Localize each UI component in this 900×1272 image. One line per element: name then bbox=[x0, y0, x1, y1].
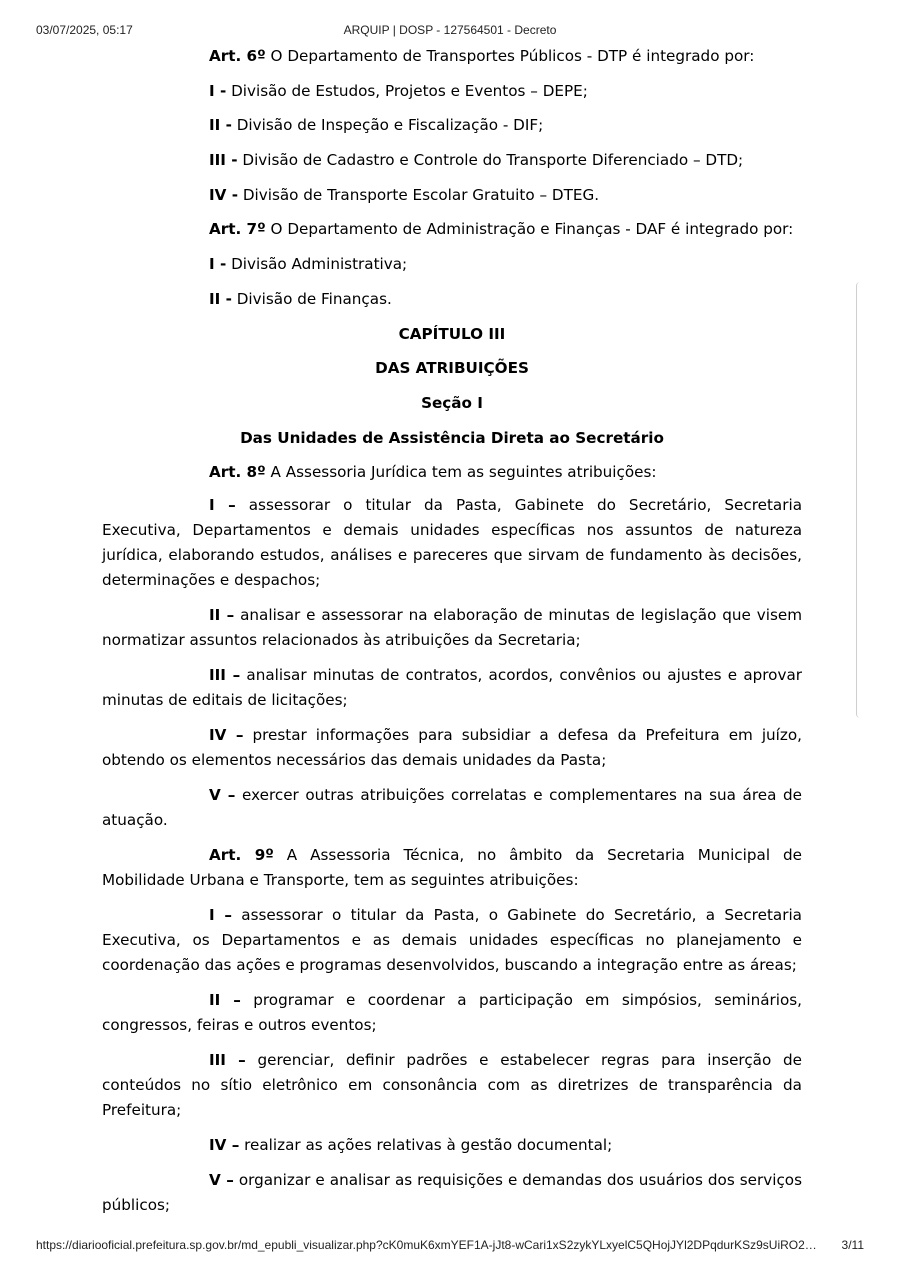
art8-item-2: II – analisar e assessorar na elaboração de minutas de legislação que visem normatizar assuntos relacionados às atribuições da Secretaria; bbox=[102, 605, 802, 649]
scroll-indicator bbox=[856, 282, 860, 718]
print-title: ARQUIP | DOSP - 127564501 - Decreto bbox=[343, 23, 557, 37]
source-url: https://diariooficial.prefeitura.sp.gov.br/md_epubli_visualizar.php?cK0muK6xmYEF1A-jJt8-wCari1xS2zykYLxyelC5QHojJYl2DPqdurKSz9sUiRO2… bbox=[36, 1238, 817, 1252]
art6-item-3: III - Divisão de Cadastro e Controle do Transporte Diferenciado – DTD; bbox=[209, 151, 744, 170]
art9-item-4: IV – realizar as ações relativas à gestão documental; bbox=[209, 1135, 613, 1154]
art7-item-1: I - Divisão Administrativa; bbox=[209, 255, 408, 274]
print-datetime: 03/07/2025, 05:17 bbox=[36, 23, 133, 37]
art8-item-4: IV – prestar informações para subsidiar a defesa da Prefeitura em juízo, obtendo os elementos necessários das demais unidades da Pasta; bbox=[102, 725, 802, 769]
art9-heading: Art. 9º A Assessoria Técnica, no âmbito da Secretaria Municipal de Mobilidade Urbana e Transporte, tem as seguintes atribuições: bbox=[102, 845, 802, 889]
chapter-heading: CAPÍTULO III bbox=[398, 324, 506, 343]
art8-item-5: V – exercer outras atribuições correlatas e complementares na sua área de atuação. bbox=[102, 785, 802, 829]
art8-heading: Art. 8º A Assessoria Jurídica tem as seguintes atribuições: bbox=[209, 463, 657, 482]
art6-item-1: I - Divisão de Estudos, Projetos e Eventos – DEPE; bbox=[209, 81, 588, 100]
document-body bbox=[102, 42, 802, 1228]
art8-item-1: I – assessorar o titular da Pasta, Gabinete do Secretário, Secretaria Executiva, Departamentos e demais unidades específicas nos assuntos de natureza jurídica, elaborando estudos, análises e pareceres que sirvam de fundamento às decisões, determinações e despachos; bbox=[102, 495, 802, 589]
section-heading: Seção I bbox=[421, 393, 483, 412]
art6-item-2: II - Divisão de Inspeção e Fiscalização - DIF; bbox=[209, 116, 544, 135]
art9-item-2: II – programar e coordenar a participação em simpósios, seminários, congressos, feiras e outros eventos; bbox=[102, 990, 803, 1034]
section-title: Das Unidades de Assistência Direta ao Secretário bbox=[240, 428, 664, 447]
art9-item-5: V – organizar e analisar as requisições e demandas dos usuários dos serviços públicos; bbox=[102, 1170, 803, 1214]
page-number: 3/11 bbox=[841, 1238, 864, 1252]
art9-item-3: III – gerenciar, definir padrões e estabelecer regras para inserção de conteúdos no sítio eletrônico em consonância com as diretrizes de transparência da Prefeitura; bbox=[102, 1050, 802, 1119]
art9-item-1: I – assessorar o titular da Pasta, o Gabinete do Secretário, a Secretaria Executiva, os Departamentos e as demais unidades específicas no planejamento e coordenação das ações e programas desenvolvidos, buscando a integração entre as áreas; bbox=[102, 905, 802, 974]
art8-item-3: III – analisar minutas de contratos, acordos, convênios ou ajustes e aprovar minutas de editais de licitações; bbox=[102, 665, 803, 709]
art7-item-2: II - Divisão de Finanças. bbox=[209, 289, 392, 308]
art6-heading: Art. 6º O Departamento de Transportes Públicos - DTP é integrado por: bbox=[209, 47, 755, 65]
art6-item-4: IV - Divisão de Transporte Escolar Gratuito – DTEG. bbox=[209, 185, 600, 204]
chapter-title: DAS ATRIBUIÇÕES bbox=[375, 359, 529, 378]
art7-heading: Art. 7º O Departamento de Administração e Finanças - DAF é integrado por: bbox=[209, 220, 794, 239]
